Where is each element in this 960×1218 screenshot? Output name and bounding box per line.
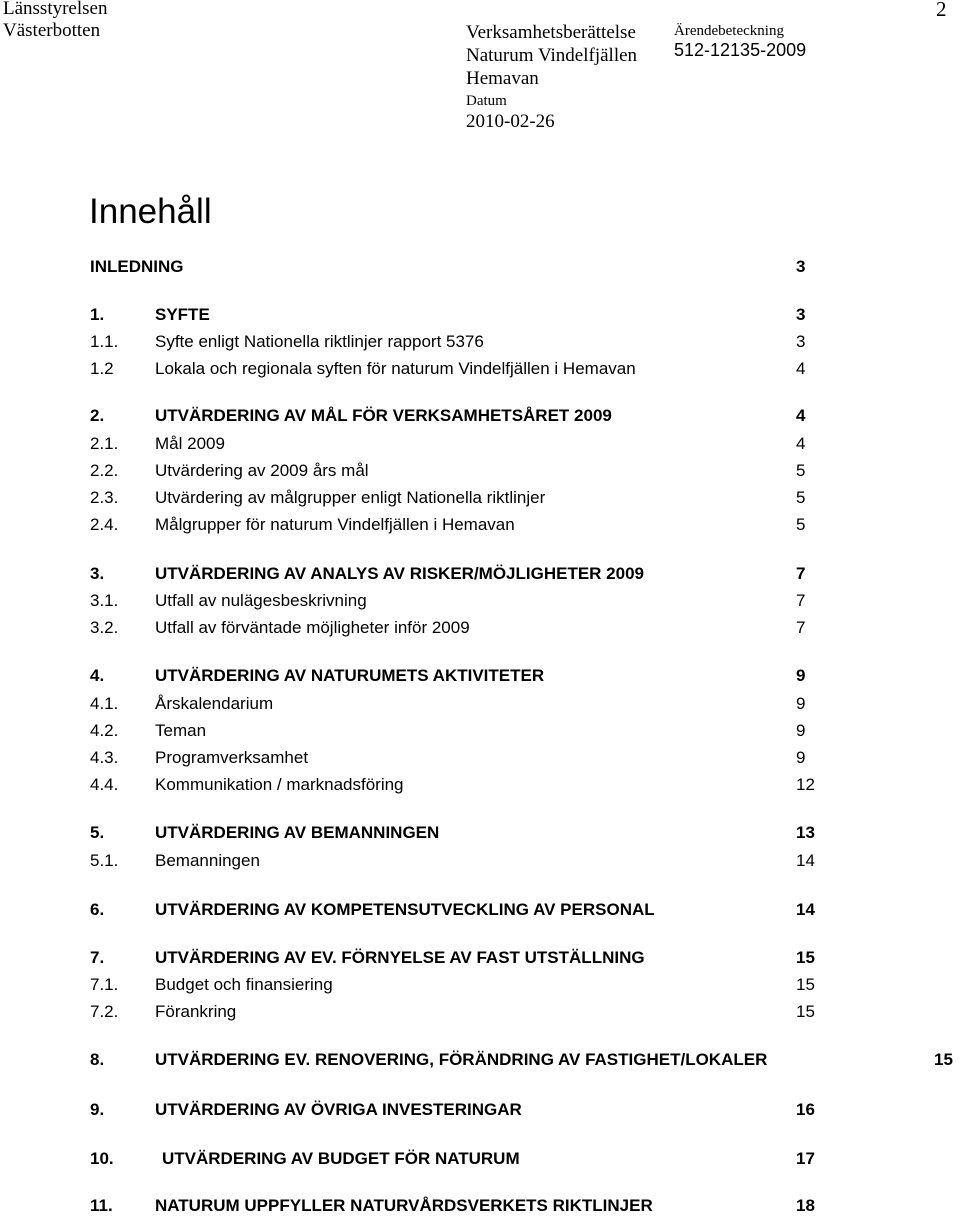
toc-entry-label: Förankring xyxy=(155,1002,237,1021)
toc-entry-number: INLEDNING xyxy=(90,257,184,276)
toc-entry-label: SYFTE xyxy=(155,305,210,324)
toc-entry-number: 4.4. xyxy=(90,775,119,794)
toc-entry-label: Teman xyxy=(155,721,207,740)
toc-entry-page: 13 xyxy=(796,823,815,842)
toc-entry-number: 9. xyxy=(90,1100,105,1119)
toc-entry-number: 8. xyxy=(90,1050,105,1069)
toc-entry-7[interactable] xyxy=(0,948,960,970)
org-name-line2: Västerbotten xyxy=(3,20,101,41)
toc-entry-page: 17 xyxy=(796,1149,815,1168)
toc-entry-2[interactable] xyxy=(0,406,960,428)
toc-entry-4-4[interactable] xyxy=(0,775,960,797)
date-value: 2010-02-26 xyxy=(466,111,555,132)
toc-entry-label: UTVÄRDERING AV MÅL FÖR VERKSAMHETSÅRET 2009 xyxy=(155,406,612,425)
toc-entry-inledning[interactable] xyxy=(0,257,960,279)
toc-entry-page: 5 xyxy=(796,488,806,507)
toc-entry-number: 2.3. xyxy=(90,488,119,507)
toc-entry-label: Utvärdering av 2009 års mål xyxy=(155,461,369,480)
toc-entry-2-1[interactable] xyxy=(0,434,960,456)
toc-entry-label: UTVÄRDERING AV NATURUMETS AKTIVITETER xyxy=(155,666,545,685)
toc-entry-number: 2. xyxy=(90,406,105,425)
toc-entry-number: 5.1. xyxy=(90,851,119,870)
toc-entry-number: 2.4. xyxy=(90,515,119,534)
toc-entry-label: UTVÄRDERING AV BUDGET FÖR NATURUM xyxy=(162,1149,520,1168)
doc-subject-line2: Hemavan xyxy=(466,68,539,89)
toc-entry-page: 7 xyxy=(796,618,806,637)
toc-entry-number: 1.1. xyxy=(90,332,119,351)
toc-entry-number: 7.2. xyxy=(90,1002,119,1021)
toc-entry-label: UTVÄRDERING AV ANALYS AV RISKER/MÖJLIGHETER 2009 xyxy=(155,564,644,583)
toc-entry-label: Bemanningen xyxy=(155,851,260,870)
toc-entry-page: 4 xyxy=(796,406,806,425)
toc-entry-number: 3.2. xyxy=(90,618,119,637)
toc-entry-page: 9 xyxy=(796,748,806,767)
toc-entry-label: Årskalendarium xyxy=(155,694,274,713)
toc-entry-number: 4.1. xyxy=(90,694,119,713)
toc-entry-3-2[interactable] xyxy=(0,618,960,640)
toc-entry-label: UTVÄRDERING EV. RENOVERING, FÖRÄNDRING AV FASTIGHET/LOKALER xyxy=(155,1050,768,1069)
toc-entry-label: Lokala och regionala syften för naturum Vindelfjällen i Hemavan xyxy=(155,359,636,378)
toc-entry-page: 7 xyxy=(796,591,806,610)
toc-entry-label: Mål 2009 xyxy=(155,434,225,453)
page-number: 2 xyxy=(936,0,947,21)
toc-entry-number: 3. xyxy=(90,564,105,583)
toc-entry-5-1[interactable] xyxy=(0,851,960,873)
toc-entry-label: UTVÄRDERING AV KOMPETENSUTVECKLING AV PERSONAL xyxy=(155,900,655,919)
toc-entry-number: 7. xyxy=(90,948,105,967)
doc-type: Verksamhetsberättelse xyxy=(466,22,636,43)
toc-entry-page: 5 xyxy=(796,515,806,534)
toc-entry-page: 15 xyxy=(796,1002,815,1021)
toc-entry-number: 3.1. xyxy=(90,591,119,610)
toc-entry-label: Budget och finansiering xyxy=(155,975,333,994)
toc-entry-8[interactable] xyxy=(0,1050,960,1072)
date-label: Datum xyxy=(466,93,507,109)
toc-entry-3[interactable] xyxy=(0,564,960,586)
toc-entry-page: 16 xyxy=(796,1100,815,1119)
toc-entry-number: 4.3. xyxy=(90,748,119,767)
toc-entry-page: 9 xyxy=(796,694,806,713)
toc-entry-2-4[interactable] xyxy=(0,515,960,537)
toc-entry-4-3[interactable] xyxy=(0,748,960,770)
toc-entry-11[interactable] xyxy=(0,1196,960,1218)
toc-entry-page: 4 xyxy=(796,434,806,453)
toc-entry-page: 3 xyxy=(796,305,806,324)
toc-entry-6[interactable] xyxy=(0,900,960,922)
toc-entry-3-1[interactable] xyxy=(0,591,960,613)
toc-entry-5[interactable] xyxy=(0,823,960,845)
toc-entry-7-1[interactable] xyxy=(0,975,960,997)
case-label: Ärendebeteckning xyxy=(674,23,784,39)
toc-entry-page: 9 xyxy=(796,666,806,685)
toc-entry-number: 4. xyxy=(90,666,105,685)
toc-entry-10[interactable] xyxy=(0,1149,960,1171)
toc-entry-page: 12 xyxy=(796,775,815,794)
toc-entry-label: Syfte enligt Nationella riktlinjer rapport 5376 xyxy=(155,332,484,351)
toc-title: Innehåll xyxy=(89,192,212,231)
toc-entry-7-2[interactable] xyxy=(0,1002,960,1024)
toc-entry-page: 18 xyxy=(796,1196,815,1215)
toc-entry-number: 6. xyxy=(90,900,105,919)
toc-entry-label: Kommunikation / marknadsföring xyxy=(155,775,404,794)
toc-entry-label: UTVÄRDERING AV EV. FÖRNYELSE AV FAST UTSTÄLLNING xyxy=(155,948,645,967)
toc-entry-1-2[interactable] xyxy=(0,359,960,381)
toc-entry-label: UTVÄRDERING AV ÖVRIGA INVESTERINGAR xyxy=(155,1100,522,1119)
toc-entry-number: 7.1. xyxy=(90,975,119,994)
toc-entry-4-2[interactable] xyxy=(0,721,960,743)
toc-entry-page: 3 xyxy=(796,257,806,276)
toc-entry-page: 5 xyxy=(796,461,806,480)
toc-entry-number: 2.1. xyxy=(90,434,119,453)
toc-entry-page: 14 xyxy=(796,851,815,870)
toc-entry-number: 4.2. xyxy=(90,721,119,740)
toc-entry-1[interactable] xyxy=(0,305,960,327)
toc-entry-page: 4 xyxy=(796,359,806,378)
toc-entry-2-2[interactable] xyxy=(0,461,960,483)
toc-entry-label: Programverksamhet xyxy=(155,748,309,767)
case-number: 512-12135-2009 xyxy=(674,40,807,60)
toc-entry-page: 14 xyxy=(796,900,815,919)
toc-entry-label: Utfall av nulägesbeskrivning xyxy=(155,591,367,610)
toc-entry-number: 1. xyxy=(90,305,105,324)
toc-entry-number: 2.2. xyxy=(90,461,119,480)
toc-entry-page: 15 xyxy=(796,948,815,967)
toc-entry-label: NATURUM UPPFYLLER NATURVÅRDSVERKETS RIKTLINJER xyxy=(155,1196,653,1215)
toc-entry-label: Målgrupper för naturum Vindelfjällen i Hemavan xyxy=(155,515,515,534)
toc-entry-9[interactable] xyxy=(0,1100,960,1122)
toc-entry-4-1[interactable] xyxy=(0,694,960,716)
toc-entry-page: 9 xyxy=(796,721,806,740)
toc-entry-label: Utvärdering av målgrupper enligt Nationella riktlinjer xyxy=(155,488,546,507)
toc-entry-label: UTVÄRDERING AV BEMANNINGEN xyxy=(155,823,440,842)
toc-entry-number: 11. xyxy=(90,1196,113,1215)
toc-entry-label: Utfall av förväntade möjligheter inför 2009 xyxy=(155,618,470,637)
toc-entry-1-1[interactable] xyxy=(0,332,960,354)
toc-entry-4[interactable] xyxy=(0,666,960,688)
toc-entry-number: 1.2 xyxy=(90,359,114,378)
toc-entry-page: 15 xyxy=(934,1050,953,1069)
doc-subject-line1: Naturum Vindelfjällen xyxy=(466,45,638,66)
toc-entry-2-3[interactable] xyxy=(0,488,960,510)
toc-entry-page: 7 xyxy=(796,564,806,583)
toc-entry-number: 5. xyxy=(90,823,105,842)
toc-entry-number: 10. xyxy=(90,1149,114,1168)
toc-entry-page: 3 xyxy=(796,332,806,351)
toc-entry-page: 15 xyxy=(796,975,815,994)
org-name-line1: Länsstyrelsen xyxy=(3,0,108,19)
